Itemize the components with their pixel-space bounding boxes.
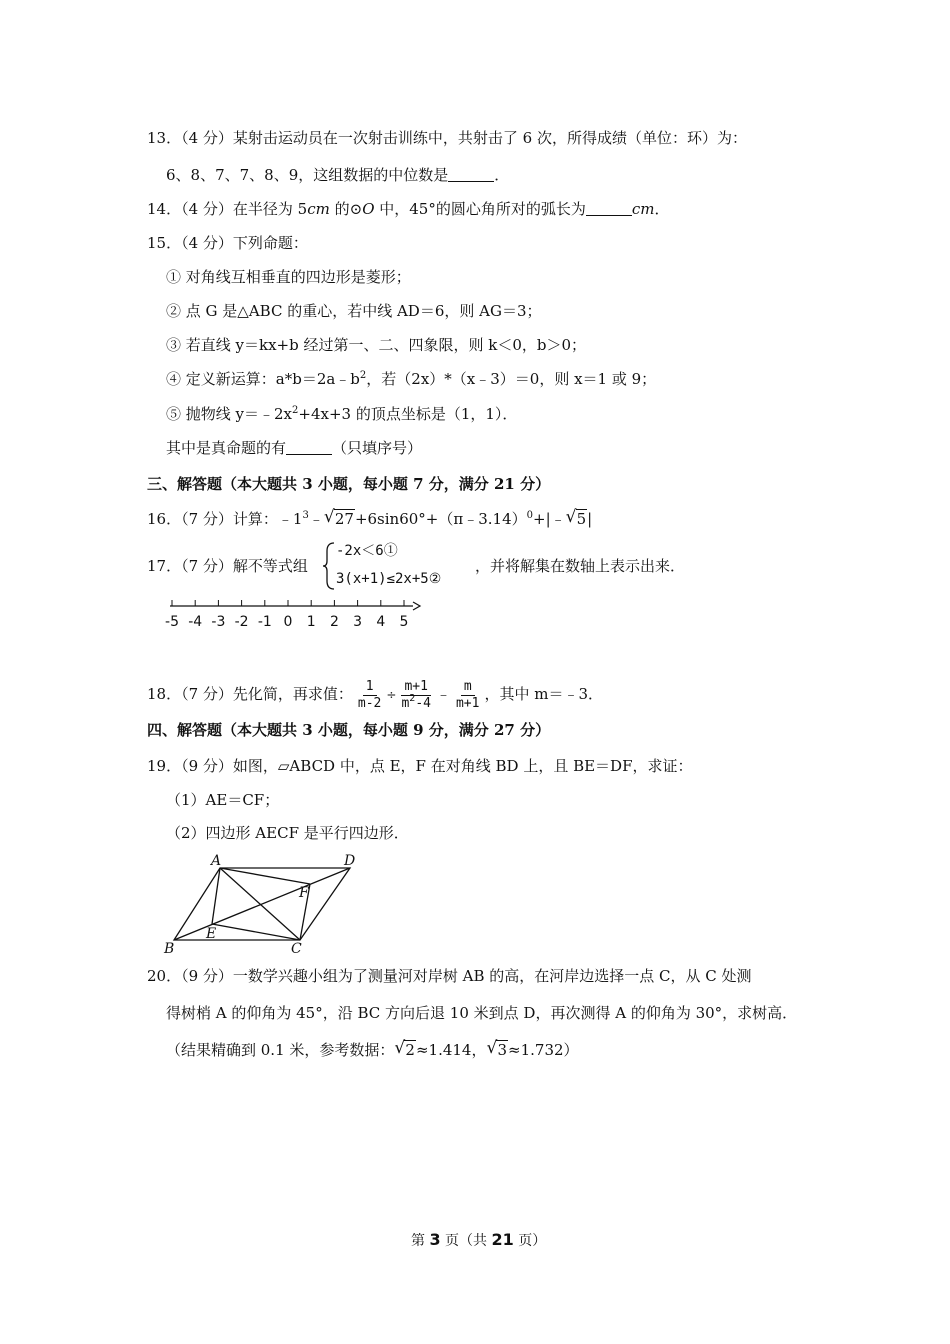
q19-head: 19．（9 分）如图，▱ABCD 中，点 E，F 在对角线 BD 上，且 BE＝DF，求证： bbox=[147, 757, 693, 775]
axis-tick-label: -4 bbox=[188, 614, 203, 630]
label-D: D bbox=[344, 853, 356, 869]
q15-prop-3: ③ 若直线 y＝kx+b 经过第一、二、四象限，则 k＜0，b＞0； bbox=[166, 336, 587, 354]
label-E: E bbox=[206, 926, 217, 942]
parallelogram-figure bbox=[160, 850, 370, 960]
q17-pre: 17．（7 分）解不等式组 bbox=[147, 557, 308, 575]
answer-blank bbox=[448, 167, 494, 182]
q19-sub-1: （1）AE＝CF； bbox=[166, 791, 280, 809]
axis-tick-label: -2 bbox=[234, 614, 249, 630]
label-F: F bbox=[299, 885, 309, 901]
q15-prop-1: ① 对角线互相垂直的四边形是菱形； bbox=[166, 268, 411, 286]
left-brace bbox=[322, 541, 336, 591]
q15-prop-2: ② 点 G 是△ABC 的重心，若中线 AD＝6，则 AG＝3； bbox=[166, 302, 542, 320]
label-B: B bbox=[164, 941, 175, 957]
axis-tick-label: 3 bbox=[353, 614, 363, 630]
q20-line3: （结果精确到 0.1 米，参考数据： √ 2≈1.414， √ 3≈1.732） bbox=[166, 1038, 579, 1059]
q13-line2: 6、8、7、7、8、9，这组数据的中位数是 ． bbox=[166, 166, 510, 184]
answer-blank bbox=[286, 440, 332, 455]
axis-tick-label: -1 bbox=[257, 614, 272, 630]
sqrt-3: √ 3 bbox=[486, 1038, 508, 1059]
sqrt-2: √ 2 bbox=[394, 1038, 415, 1059]
q16-line: 16．（7 分）计算：$﹣1^3﹣$ √ 27+6sin60°+（π﹣3.14）$^0$+|﹣ √ 5| bbox=[147, 507, 593, 528]
fraction-1: $\frac{1}{m-2}$ bbox=[357, 678, 382, 711]
fraction-2: $\frac{m+1}{m^2-4}$ bbox=[401, 678, 431, 711]
q13-line1: 13．（4 分）某射击运动员在一次射击训练中，共射击了 6 次，所得成绩（单位：环）为： bbox=[147, 129, 747, 147]
axis-tick-label: 4 bbox=[376, 614, 386, 630]
number-line bbox=[160, 596, 430, 636]
section-4-heading: 四、解答题（本大题共 3 小题，每小题 9 分，满分 27 分） bbox=[147, 721, 551, 739]
q19-sub-2: （2）四边形 AECF 是平行四边形． bbox=[166, 824, 409, 842]
q14-line: 14．（4 分）在半径为 5cm 的⊙O 中，45°的圆心角所对的弧长为 cm． bbox=[147, 200, 670, 218]
axis-tick-label: 0 bbox=[283, 614, 293, 630]
q15-tail: 其中是真命题的有 （只填序号） bbox=[166, 439, 423, 457]
q15-prop-4: ④ 定义新运算：$a*b=2a﹣b^2$，若（2x）*（x﹣3）＝0，则 x＝1 或 9； bbox=[166, 370, 657, 388]
q17-post: ，并将解集在数轴上表示出来． bbox=[475, 557, 686, 575]
inequality-1: -2x＜6① bbox=[336, 543, 398, 559]
section-3-heading: 三、解答题（本大题共 3 小题，每小题 7 分，满分 21 分） bbox=[147, 475, 551, 493]
answer-blank bbox=[586, 201, 632, 216]
inequality-2: 3(x+1)≤2x+5② bbox=[336, 571, 442, 587]
label-A: A bbox=[211, 853, 222, 869]
q20-line2: 得树梢 A 的仰角为 45°，沿 BC 方向后退 10 米到点 D，再次测得 A 的仰角为 30°，求树高． bbox=[166, 1004, 798, 1022]
q15-head: 15．（4 分）下列命题： bbox=[147, 234, 308, 252]
axis-tick-label: 5 bbox=[399, 614, 409, 630]
sqrt-5: √ 5 bbox=[565, 507, 587, 528]
sqrt-27: √ 27 bbox=[323, 507, 354, 528]
axis-tick-label: -3 bbox=[211, 614, 226, 630]
axis-tick-label: 1 bbox=[306, 614, 316, 630]
q18-line: 18．（7 分）先化简，再求值： $\frac{1}{m-2}$ ÷ $\frac{m+1}{m^2-4}$ ﹣ $\frac{m}{m+1}$ ，其中 m＝﹣3． bbox=[147, 678, 604, 711]
label-C: C bbox=[291, 941, 302, 957]
page-footer: 第 3 页（共 21 页） bbox=[411, 1230, 547, 1249]
q20-line1: 20．（9 分）一数学兴趣小组为了测量河对岸树 AB 的高，在河岸边选择一点 C，从 C 处测 bbox=[147, 967, 752, 985]
axis-tick-label: 2 bbox=[329, 614, 339, 630]
q15-prop-5: ⑤ 抛物线 $y=﹣2x^2+4x+3$ 的顶点坐标是（1，1）． bbox=[166, 405, 518, 423]
fraction-3: $\frac{m}{m+1}$ bbox=[455, 678, 480, 711]
axis-tick-label: -5 bbox=[165, 614, 179, 630]
